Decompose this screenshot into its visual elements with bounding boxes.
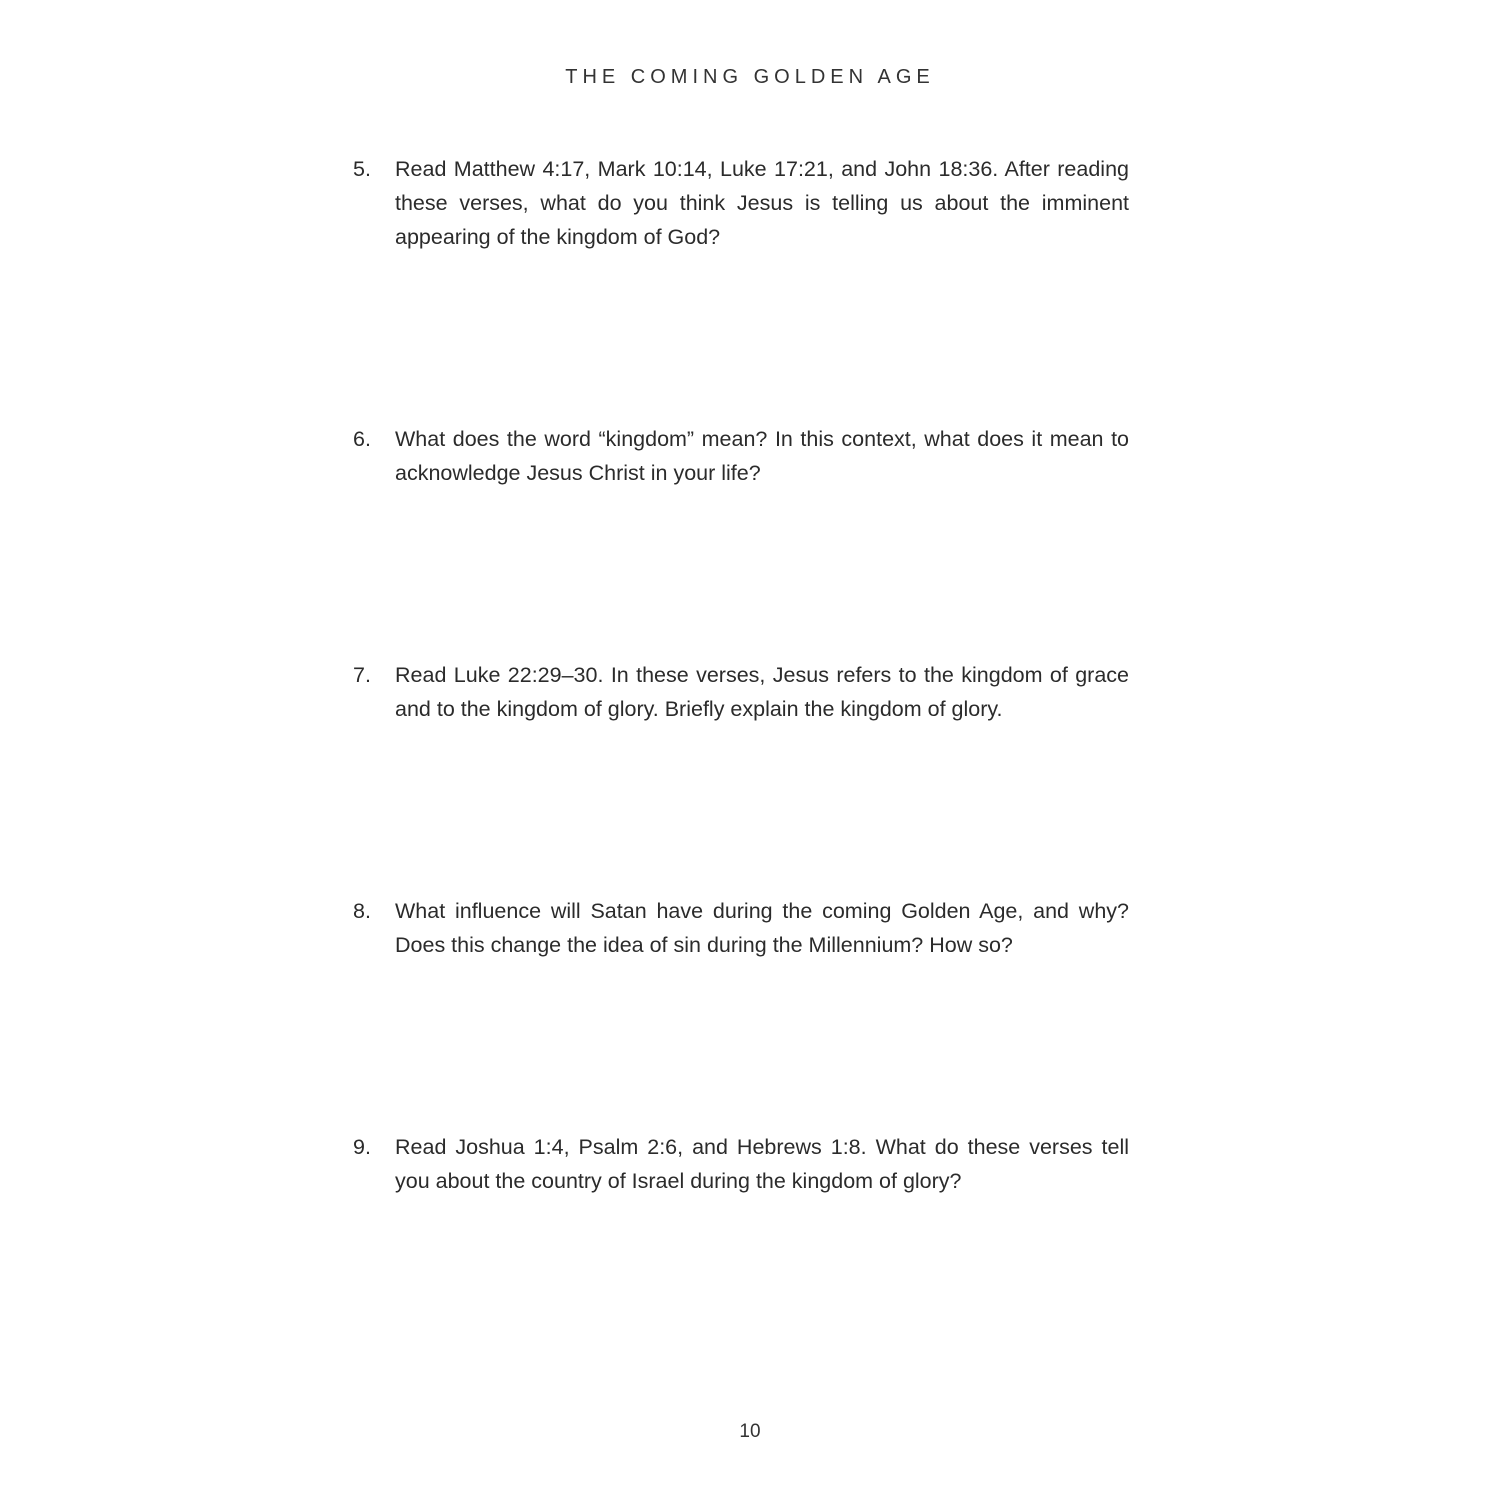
question-text: Read Luke 22:29–30. In these verses, Jesus refers to the kingdom of grace and to the kingdom of glory. Briefly explain the kingdom of glory.: [395, 663, 1129, 721]
question-item: [353, 658, 1129, 726]
running-header-title: THE COMING GOLDEN AGE: [565, 66, 935, 88]
question-text: What does the word “kingdom” mean? In this context, what does it mean to acknowledge Jesus Christ in your life?: [395, 427, 1129, 485]
question-item: [353, 422, 1129, 490]
question-number: 7.: [353, 663, 371, 687]
question-number: 8.: [353, 899, 371, 923]
page-number: 10: [739, 1421, 761, 1442]
question-item: [353, 1130, 1129, 1198]
question-item: [353, 152, 1129, 254]
question-number: 6.: [353, 427, 371, 451]
question-item: [353, 894, 1129, 962]
question-text: What influence will Satan have during the coming Golden Age, and why? Does this change the idea of sin during the Millennium? How so?: [395, 899, 1129, 957]
question-number: 9.: [353, 1135, 371, 1159]
question-text: Read Matthew 4:17, Mark 10:14, Luke 17:21, and John 18:36. After reading these verses, what do you think Jesus is telling us about the imminent appearing of the kingdom of God?: [395, 157, 1129, 249]
question-number: 5.: [353, 157, 371, 181]
question-text: Read Joshua 1:4, Psalm 2:6, and Hebrews 1:8. What do these verses tell you about the country of Israel during the kingdom of glory?: [395, 1135, 1129, 1193]
